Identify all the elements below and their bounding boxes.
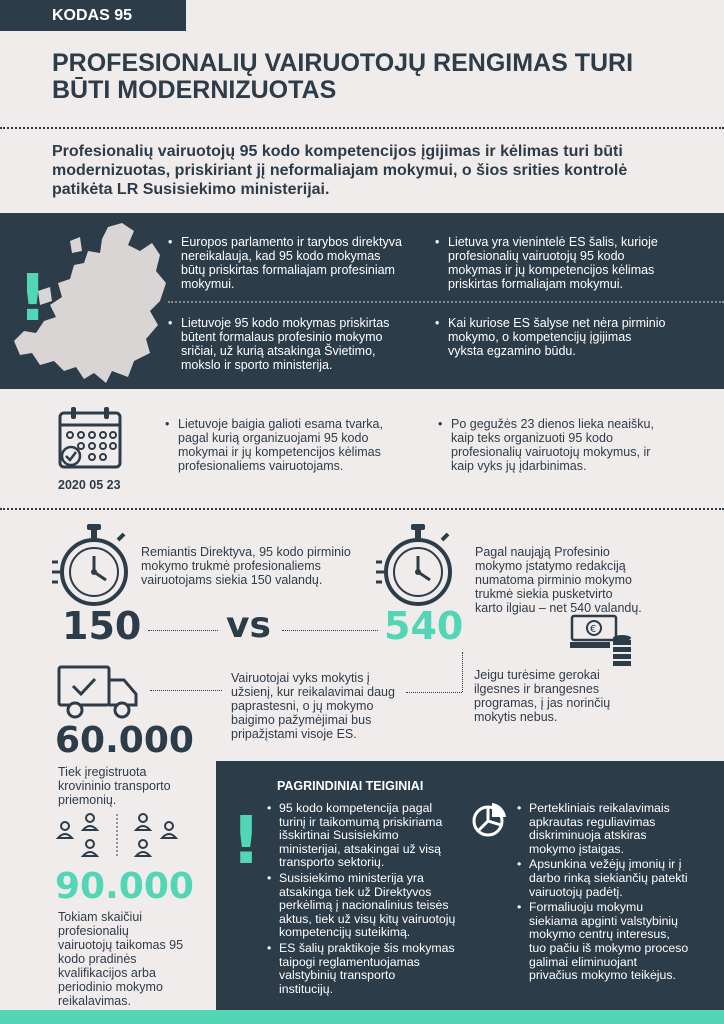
delivery-truck-icon <box>56 664 140 722</box>
trucks-number: 60.000 <box>55 720 194 761</box>
list-item: • 95 kodo kompetencija pagal turinį ir taikomumą priskiriama išskirtinai Susisiekimo ministerijai, atsakingai už visą transporto sektorių. <box>279 802 479 870</box>
right-duration-text: Pagal naująją Profesinio mokymo įstatymo redakciją numatoma pirminio mokymo trukmė siekia pusketvirto karto ilgiau – net 540 valandų. <box>475 545 642 615</box>
drivers-text: Tokiam skaičiui profesionalių vairuotojų taikomas 95 kodo pradinės kvalifikacijos arba periodinio mokymo reikalavimas. <box>58 910 184 1008</box>
band-divider <box>168 301 724 303</box>
money-icon <box>568 612 634 670</box>
date-bullet-1: • Lietuvoje baigia galioti esama tvarka, pagal kurią organizuojami 95 kodo mokymai ir jų kompetencijos kėlimas profesionaliems vairuotojams. <box>178 417 418 473</box>
list-item: • Susisiekimo ministerija yra atsakinga tiek už Direktyvos perkėlimą į nacionalinius teisės aktus, tiek už visų kitų vairuotojų kompetencijų suteikimą. <box>279 872 479 940</box>
divider <box>0 508 724 510</box>
date-label: 2020 05 23 <box>58 478 121 492</box>
date-bullet-2: • Po gegužės 23 dienos lieka neaišku, kaip teks organizuoti 95 kodo profesionalių vairuotojų mokymus, ir kaip vyks jų įdarbinimas. <box>451 417 701 473</box>
stopwatch-icon <box>376 522 460 608</box>
stopwatch-icon <box>52 522 136 608</box>
left-hours-number: 150 <box>62 604 142 648</box>
bottom-accent-strip <box>0 1010 724 1024</box>
section-tag: KODAS 95 <box>0 0 186 31</box>
calendar-icon <box>57 405 123 471</box>
connector-line <box>282 630 378 631</box>
trucks-text: Tiek įregistruota krovininio transporto priemonių. <box>58 765 171 807</box>
people-group-icon <box>55 812 185 862</box>
drivers-number: 90.000 <box>55 866 194 907</box>
key-statements-panel <box>216 761 724 1011</box>
list-item: • Pertekliniais reikalavimais apkrautas reguliavimas diskriminuoja atskiras mokymo įstaigas. <box>529 802 719 856</box>
band-bullet-1: • Europos parlamento ir tarybos direktyva nereikalauja, kad 95 kodo mokymas būtų priskirtas formaliajam profesiniam mokymui. <box>181 235 421 291</box>
lead-paragraph: Profesionalių vairuotojų 95 kodo kompetencijos įgijimas ir kėlimas turi būti modernizuotas, priskiriant jį neformaliajam mokymui, o šios srities kontrolė patikėta LR Susisiekimo ministerijai. <box>52 143 628 198</box>
list-item: • ES šalių praktikoje šis mokymas taipogi reglamentuojamas valstybinių transporto institucijų. <box>279 942 479 996</box>
pie-chart-icon <box>470 801 508 839</box>
exclamation-icon: ! <box>18 262 48 336</box>
connector-line <box>150 690 222 691</box>
panel-heading: PAGRINDINIAI TEIGINIAI <box>277 779 424 793</box>
right-hours-number: 540 <box>384 604 464 648</box>
page-title: PROFESIONALIŲ VAIRUOTOJŲ RENGIMAS TURI BŪTI MODERNIZUOTAS <box>52 49 634 104</box>
connector-line <box>148 630 218 631</box>
band-bullet-3: • Lietuvoje 95 kodo mokymas priskirtas būtent formalaus profesinio mokymo sričiai, už kurią atsakinga Švietimo, mokslo ir sporto ministerija. <box>181 316 421 372</box>
exclamation-icon: ! <box>231 802 262 879</box>
left-duration-text: Remiantis Direktyva, 95 kodo pirminio mokymo trukmė profesionaliems vairuotojams siekia 150 valandų. <box>141 545 351 587</box>
divider <box>0 127 724 129</box>
money-text: Jeigu turėsime gerokai ilgesnes ir brangesnes programas, į jas norinčių mokytis nebus. <box>474 668 611 724</box>
eu-info-band <box>0 213 724 389</box>
band-bullet-2: • Lietuva yra vienintelė ES šalis, kurioje profesionalių vairuotojų 95 kodo mokymas ir jų kompetencijos kėlimas priskirtas formaliajam mokymui. <box>448 235 708 291</box>
list-item: • Formaliuoju mokymu siekiama apginti valstybinių mokymo centrų interesus, tuo pačiu iš mokymo proceso galimai eliminuojant privačius mokymo teikėjus. <box>529 901 719 983</box>
list-item: • Apsunkina vežėjų įmonių ir į darbo rinką siekiančių patekti vairuotojų padėtį. <box>529 858 719 899</box>
connector-line <box>462 652 463 692</box>
svg-text:€: € <box>590 624 597 635</box>
abroad-text: Vairuotojai vyks mokytis į užsienį, kur reikalavimai daug paprastesni, o jų mokymo baigimo pažymėjimai bus pripažįstami visoje ES. <box>231 671 395 741</box>
band-bullet-4: • Kai kuriose ES šalyse net nėra pirminio mokymo, o kompetencijų įgijimas vyksta egzamino būdu. <box>448 316 708 358</box>
right-statements-list <box>529 802 719 985</box>
left-statements-list <box>279 802 479 998</box>
vs-label: vs <box>226 605 271 646</box>
